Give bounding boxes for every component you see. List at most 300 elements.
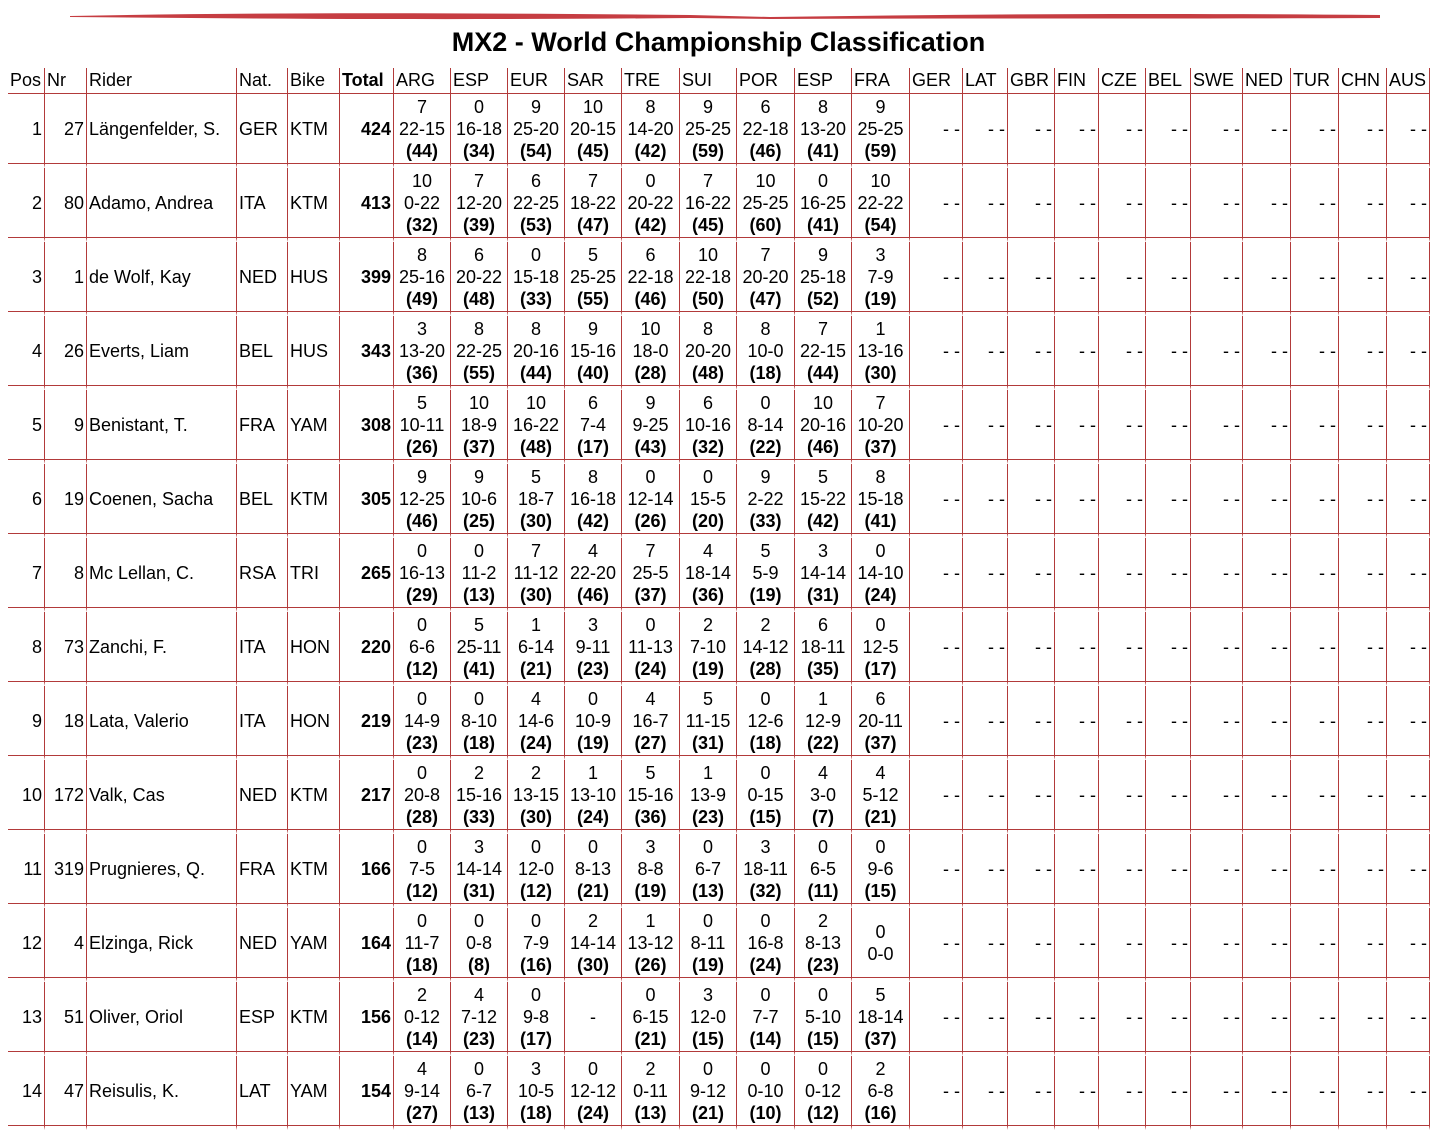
race-empty-cell: - - xyxy=(1291,908,1339,982)
race-heats: 8-11 xyxy=(690,933,726,953)
race-empty-cell: - - xyxy=(1387,908,1430,982)
race-sum: (27) xyxy=(405,1103,438,1123)
race-points: 6 xyxy=(817,615,828,635)
race-sum: (35) xyxy=(806,659,839,679)
race-result-cell xyxy=(394,464,451,538)
race-points: 6 xyxy=(760,97,771,117)
race-empty-cell: - - xyxy=(1387,538,1430,612)
race-heats: 14-10 xyxy=(857,563,904,583)
total-cell: 220 xyxy=(340,612,394,686)
race-points: 0 xyxy=(875,615,886,635)
bike-cell: HON xyxy=(288,612,340,686)
race-sum: (24) xyxy=(749,955,782,975)
race-result-cell xyxy=(508,168,565,242)
race-result-cell xyxy=(795,316,852,390)
race-heats: 0-12 xyxy=(403,1007,441,1027)
race-sum: (33) xyxy=(462,807,495,827)
race-points: 3 xyxy=(817,541,828,561)
race-points: 8 xyxy=(530,319,541,339)
race-result-cell xyxy=(680,242,737,316)
race-sum: (12) xyxy=(405,659,438,679)
race-result-cell xyxy=(565,1056,622,1130)
nr-cell: 4 xyxy=(45,908,87,982)
race-result-cell xyxy=(565,834,622,908)
race-heats: 16-8 xyxy=(747,933,784,953)
race-heats: 11-15 xyxy=(685,711,731,731)
race-result-cell xyxy=(680,390,737,464)
race-heats: 2-22 xyxy=(747,489,784,509)
race-result-cell xyxy=(565,686,622,760)
race-points: 9 xyxy=(645,393,656,413)
race-heats: 12-25 xyxy=(398,489,446,509)
race-sum: (44) xyxy=(405,141,438,161)
race-sum: (45) xyxy=(576,141,609,161)
race-empty-cell: - - xyxy=(1008,760,1055,834)
race-points: 10 xyxy=(755,171,776,191)
race-empty-cell: - - xyxy=(1243,168,1291,242)
race-empty-cell: - - xyxy=(1387,686,1430,760)
race-empty-cell: - - xyxy=(1339,94,1387,168)
race-result-cell xyxy=(852,464,910,538)
race-heats: 13-12 xyxy=(627,933,674,953)
race-result-cell xyxy=(394,834,451,908)
race-sum: (17) xyxy=(576,437,609,457)
race-result-cell xyxy=(622,242,680,316)
race-sum: (19) xyxy=(634,881,667,901)
race-result-cell xyxy=(852,538,910,612)
race-sum: (37) xyxy=(864,733,897,753)
race-points: 6 xyxy=(645,245,656,265)
race-heats: 22-25 xyxy=(512,193,560,213)
race-heats: 12-12 xyxy=(569,1081,617,1101)
race-empty-cell: - - xyxy=(1055,538,1099,612)
race-sum: (60) xyxy=(749,215,782,235)
race-heats: 20-22 xyxy=(627,193,674,213)
total-cell: 166 xyxy=(340,834,394,908)
race-result-cell xyxy=(737,538,795,612)
pos-cell: 4 xyxy=(8,316,45,390)
total-cell: 164 xyxy=(340,908,394,982)
race-result-cell xyxy=(795,242,852,316)
race-points: 8 xyxy=(760,319,771,339)
race-empty-cell: - - xyxy=(1008,982,1055,1056)
race-heats: 11-2 xyxy=(461,563,497,583)
race-points: 5 xyxy=(530,467,541,487)
race-result-cell xyxy=(451,908,508,982)
race-heats: 12-6 xyxy=(747,711,784,731)
race-sum: (59) xyxy=(691,141,724,161)
race-points: 5 xyxy=(760,541,771,561)
table-row xyxy=(8,982,1430,1056)
race-sum: (13) xyxy=(462,1103,495,1123)
race-sum: (19) xyxy=(749,585,782,605)
race-heats: 16-7 xyxy=(632,711,669,731)
race-result-cell xyxy=(852,1056,910,1130)
race-sum: (18) xyxy=(519,1103,552,1123)
race-points: 0 xyxy=(473,689,484,709)
rider-cell: Elzinga, Rick xyxy=(87,908,237,982)
race-result-cell xyxy=(508,834,565,908)
race-sum: (36) xyxy=(405,363,438,383)
race-sum: (23) xyxy=(462,1029,495,1049)
race-sum: (59) xyxy=(864,141,897,161)
col-rider: Rider xyxy=(87,68,237,94)
race-empty-cell: - - xyxy=(1008,94,1055,168)
race-result-cell xyxy=(680,612,737,686)
race-result-cell xyxy=(622,686,680,760)
nat-cell: FRA xyxy=(237,834,288,908)
race-points: 9 xyxy=(530,97,541,117)
race-empty-cell: - - xyxy=(910,94,963,168)
nr-cell: 18 xyxy=(45,686,87,760)
table-row xyxy=(8,834,1430,908)
race-sum: (26) xyxy=(634,955,667,975)
race-empty-cell: - - xyxy=(1008,168,1055,242)
race-sum: (27) xyxy=(634,733,667,753)
race-result-cell xyxy=(565,94,622,168)
race-sum: (7) xyxy=(812,807,834,827)
race-heats: 11-12 xyxy=(513,563,559,583)
race-heats: 13-20 xyxy=(398,341,446,361)
nr-cell: 51 xyxy=(45,982,87,1056)
col-bike: Bike xyxy=(288,68,340,94)
race-points: 6 xyxy=(875,689,886,709)
race-empty-cell: - - xyxy=(910,760,963,834)
race-empty-cell: - - xyxy=(1055,168,1099,242)
bike-cell: HUS xyxy=(288,316,340,390)
race-points: 1 xyxy=(530,615,541,635)
race-empty-cell: - - xyxy=(1146,242,1191,316)
race-result-cell xyxy=(680,538,737,612)
race-empty-cell: - - xyxy=(1387,464,1430,538)
race-result-cell xyxy=(680,316,737,390)
race-sum: (30) xyxy=(576,955,609,975)
race-result-cell xyxy=(795,908,852,982)
race-heats: 9-25 xyxy=(632,415,669,435)
col-race: TUR xyxy=(1291,68,1339,94)
race-empty-cell: - - xyxy=(1055,1056,1099,1130)
race-points: 4 xyxy=(645,689,656,709)
race-heats: 16-18 xyxy=(569,489,617,509)
race-empty-cell: - - xyxy=(1291,464,1339,538)
race-empty-cell: - - xyxy=(1099,1056,1146,1130)
race-result-cell xyxy=(451,1056,508,1130)
race-sum: (21) xyxy=(519,659,552,679)
race-empty-cell: - - xyxy=(1291,1056,1339,1130)
bike-cell: KTM xyxy=(288,760,340,834)
race-empty-cell: - - xyxy=(1055,464,1099,538)
race-empty-cell: - - xyxy=(1099,760,1146,834)
race-points: 0 xyxy=(416,541,427,561)
bike-cell: KTM xyxy=(288,834,340,908)
race-empty-cell: - - xyxy=(1339,242,1387,316)
race-sum: (39) xyxy=(462,215,495,235)
race-empty-cell: - - xyxy=(1008,686,1055,760)
race-result-cell xyxy=(394,612,451,686)
race-empty-cell: - - xyxy=(1191,168,1243,242)
race-points: 0 xyxy=(817,985,828,1005)
race-points: 10 xyxy=(870,171,891,191)
race-sum: (18) xyxy=(749,363,782,383)
race-result-cell xyxy=(737,1056,795,1130)
race-empty-cell: - - xyxy=(1339,168,1387,242)
race-empty-cell: - - xyxy=(1055,686,1099,760)
race-empty-cell: - - xyxy=(1146,834,1191,908)
race-points: 5 xyxy=(473,615,484,635)
race-points: 7 xyxy=(530,541,541,561)
race-sum: (50) xyxy=(691,289,724,309)
race-empty-cell: - - xyxy=(1008,316,1055,390)
race-points: 7 xyxy=(645,541,656,561)
race-heats: 20-8 xyxy=(403,785,441,805)
race-points: 0 xyxy=(416,911,427,931)
race-points: 0 xyxy=(416,763,427,783)
total-cell: 424 xyxy=(340,94,394,168)
race-empty-cell: - - xyxy=(1291,612,1339,686)
race-points: 7 xyxy=(702,171,713,191)
race-empty-cell: - - xyxy=(963,908,1008,982)
race-result-cell xyxy=(508,760,565,834)
race-sum: (28) xyxy=(749,659,782,679)
race-empty-cell: - - xyxy=(1146,538,1191,612)
nat-cell: BEL xyxy=(237,464,288,538)
race-result-cell xyxy=(622,908,680,982)
race-points: 9 xyxy=(875,97,886,117)
race-empty-cell: - - xyxy=(1387,390,1430,464)
race-result-cell xyxy=(565,316,622,390)
race-heats: 8-13 xyxy=(804,933,842,953)
race-points: 0 xyxy=(473,541,484,561)
race-empty-cell: - - xyxy=(963,168,1008,242)
race-heats: 8-10 xyxy=(460,711,498,731)
race-heats: 12-0 xyxy=(517,859,555,879)
race-sum: (46) xyxy=(576,585,609,605)
race-result-cell xyxy=(795,686,852,760)
race-points: 0 xyxy=(760,393,771,413)
race-heats: 16-18 xyxy=(455,119,503,139)
race-sum: (41) xyxy=(806,215,839,235)
race-points: 3 xyxy=(473,837,484,857)
race-heats: 7-4 xyxy=(579,415,606,435)
race-empty-cell: - - xyxy=(910,1056,963,1130)
race-heats: 25-25 xyxy=(857,119,904,139)
race-result-cell xyxy=(737,168,795,242)
pos-cell: 11 xyxy=(8,834,45,908)
race-heats: 18-22 xyxy=(569,193,617,213)
nr-cell: 26 xyxy=(45,316,87,390)
race-heats: 5-9 xyxy=(752,563,779,583)
race-heats: 22-22 xyxy=(857,193,904,213)
nr-cell: 8 xyxy=(45,538,87,612)
pos-cell: 3 xyxy=(8,242,45,316)
race-result-cell xyxy=(737,760,795,834)
race-points: 0 xyxy=(760,763,771,783)
race-sum: (14) xyxy=(405,1029,438,1049)
race-points: 6 xyxy=(473,245,484,265)
col-race: EUR xyxy=(508,68,565,94)
race-empty-cell: - - xyxy=(1387,982,1430,1056)
race-result-cell xyxy=(508,538,565,612)
race-sum: (33) xyxy=(519,289,552,309)
race-heats: 20-11 xyxy=(858,711,903,731)
race-result-cell xyxy=(622,982,680,1056)
race-empty-cell: - - xyxy=(1243,760,1291,834)
race-empty-cell: - - xyxy=(1055,316,1099,390)
race-sum: (21) xyxy=(864,807,897,827)
race-heats: 6-5 xyxy=(809,859,836,879)
race-empty-cell: - - xyxy=(1099,242,1146,316)
race-empty-cell: - - xyxy=(1099,612,1146,686)
race-points: 0 xyxy=(530,837,541,857)
race-empty-cell: - - xyxy=(1243,1056,1291,1130)
rider-cell: Coenen, Sacha xyxy=(87,464,237,538)
nr-cell: 27 xyxy=(45,94,87,168)
bike-cell: YAM xyxy=(288,908,340,982)
race-heats: 0-11 xyxy=(633,1081,668,1101)
race-empty-cell: - - xyxy=(910,242,963,316)
race-points: 6 xyxy=(587,393,598,413)
race-sum: (42) xyxy=(806,511,839,531)
race-sum: (12) xyxy=(519,881,552,901)
race-result-cell xyxy=(508,686,565,760)
race-heats: 8-14 xyxy=(747,415,784,435)
race-result-cell xyxy=(394,1056,451,1130)
race-empty-cell: - - xyxy=(1339,464,1387,538)
race-points: 8 xyxy=(587,467,598,487)
rider-cell: Prugnieres, Q. xyxy=(87,834,237,908)
race-points: 4 xyxy=(702,541,713,561)
race-heats: 22-25 xyxy=(455,341,503,361)
nat-cell: NED xyxy=(237,242,288,316)
race-heats: 7-12 xyxy=(460,1007,498,1027)
race-sum: (32) xyxy=(405,215,438,235)
race-empty-cell: - - xyxy=(1243,94,1291,168)
race-empty-cell: - - xyxy=(1099,168,1146,242)
race-empty-cell: - - xyxy=(1191,908,1243,982)
race-heats: 18-14 xyxy=(684,563,732,583)
race-points: 9 xyxy=(416,467,427,487)
race-heats: 20-16 xyxy=(799,415,847,435)
race-sum: (43) xyxy=(634,437,667,457)
race-heats: 7-5 xyxy=(408,859,435,879)
pos-cell: 14 xyxy=(8,1056,45,1130)
race-heats: 6-8 xyxy=(867,1081,894,1101)
race-sum: (11) xyxy=(807,881,839,901)
race-sum: (42) xyxy=(634,141,667,161)
race-sum: (44) xyxy=(519,363,552,383)
race-result-cell xyxy=(565,242,622,316)
table-row xyxy=(8,316,1430,390)
race-empty-cell: - - xyxy=(1099,390,1146,464)
nr-cell: 47 xyxy=(45,1056,87,1130)
race-empty-cell: - - xyxy=(963,390,1008,464)
total-cell: 154 xyxy=(340,1056,394,1130)
race-points: 5 xyxy=(416,393,427,413)
page-title: MX2 - World Championship Classification xyxy=(451,27,986,57)
race-sum: (20) xyxy=(691,511,724,531)
race-sum: (23) xyxy=(576,659,609,679)
race-sum: (22) xyxy=(806,733,839,753)
race-points: 5 xyxy=(817,467,828,487)
race-empty-cell: - - xyxy=(1008,1056,1055,1130)
race-result-cell xyxy=(565,390,622,464)
race-heats: 6-6 xyxy=(408,637,435,657)
nat-cell: NED xyxy=(237,760,288,834)
race-sum: (26) xyxy=(405,437,438,457)
bike-cell: KTM xyxy=(288,982,340,1056)
race-sum: (49) xyxy=(405,289,438,309)
nr-cell: 9 xyxy=(45,390,87,464)
race-empty-cell: - - xyxy=(1146,760,1191,834)
race-result-cell xyxy=(565,168,622,242)
race-result-cell xyxy=(508,390,565,464)
race-points: 2 xyxy=(875,1059,886,1079)
race-sum: (40) xyxy=(576,363,609,383)
col-race: SWE xyxy=(1191,68,1243,94)
race-empty-cell: - - xyxy=(1191,316,1243,390)
col-race: AUS xyxy=(1387,68,1430,94)
race-empty-cell: - - xyxy=(1099,464,1146,538)
table-row xyxy=(8,464,1430,538)
bike-cell: KTM xyxy=(288,464,340,538)
race-heats: 0-12 xyxy=(804,1081,842,1101)
race-result-cell xyxy=(737,242,795,316)
race-points: 0 xyxy=(760,1059,771,1079)
race-heats: 7-7 xyxy=(752,1007,779,1027)
race-empty-cell: - - xyxy=(1008,834,1055,908)
race-heats: 10-5 xyxy=(517,1081,555,1101)
race-points: 0 xyxy=(587,837,598,857)
race-result-cell xyxy=(451,612,508,686)
race-empty-cell: - - xyxy=(1243,834,1291,908)
race-sum: (13) xyxy=(462,585,495,605)
race-sum: (48) xyxy=(519,437,552,457)
race-empty-cell: - - xyxy=(1387,94,1430,168)
race-sum: (21) xyxy=(691,1103,724,1123)
col-race: CZE xyxy=(1099,68,1146,94)
race-sum: (30) xyxy=(519,585,552,605)
race-result-cell xyxy=(451,464,508,538)
col-race: GBR xyxy=(1008,68,1055,94)
race-result-cell xyxy=(795,760,852,834)
race-heats: 16-25 xyxy=(799,193,847,213)
col-nat: Nat. xyxy=(237,68,288,94)
col-race: BEL xyxy=(1146,68,1191,94)
race-heats: 18-0 xyxy=(632,341,669,361)
race-empty-cell: - - xyxy=(1146,612,1191,686)
col-race: CHN xyxy=(1339,68,1387,94)
race-points: 4 xyxy=(587,541,598,561)
race-heats: 10-0 xyxy=(747,341,784,361)
col-race: SAR xyxy=(565,68,622,94)
race-heats: 14-20 xyxy=(627,119,674,139)
race-sum: (46) xyxy=(405,511,438,531)
race-heats: 6-14 xyxy=(517,637,555,657)
race-empty-cell: - - xyxy=(910,538,963,612)
rider-cell: Everts, Liam xyxy=(87,316,237,390)
race-result-cell xyxy=(852,94,910,168)
race-result-cell xyxy=(680,834,737,908)
race-heats: 25-25 xyxy=(742,193,789,213)
race-heats: 22-15 xyxy=(799,341,847,361)
race-result-cell xyxy=(622,1056,680,1130)
race-sum: (13) xyxy=(691,881,724,901)
race-heats: 9-11 xyxy=(575,637,611,657)
race-sum: (42) xyxy=(576,511,609,531)
race-points: 7 xyxy=(416,97,427,117)
race-points: 0 xyxy=(530,911,541,931)
table-row xyxy=(8,686,1430,760)
